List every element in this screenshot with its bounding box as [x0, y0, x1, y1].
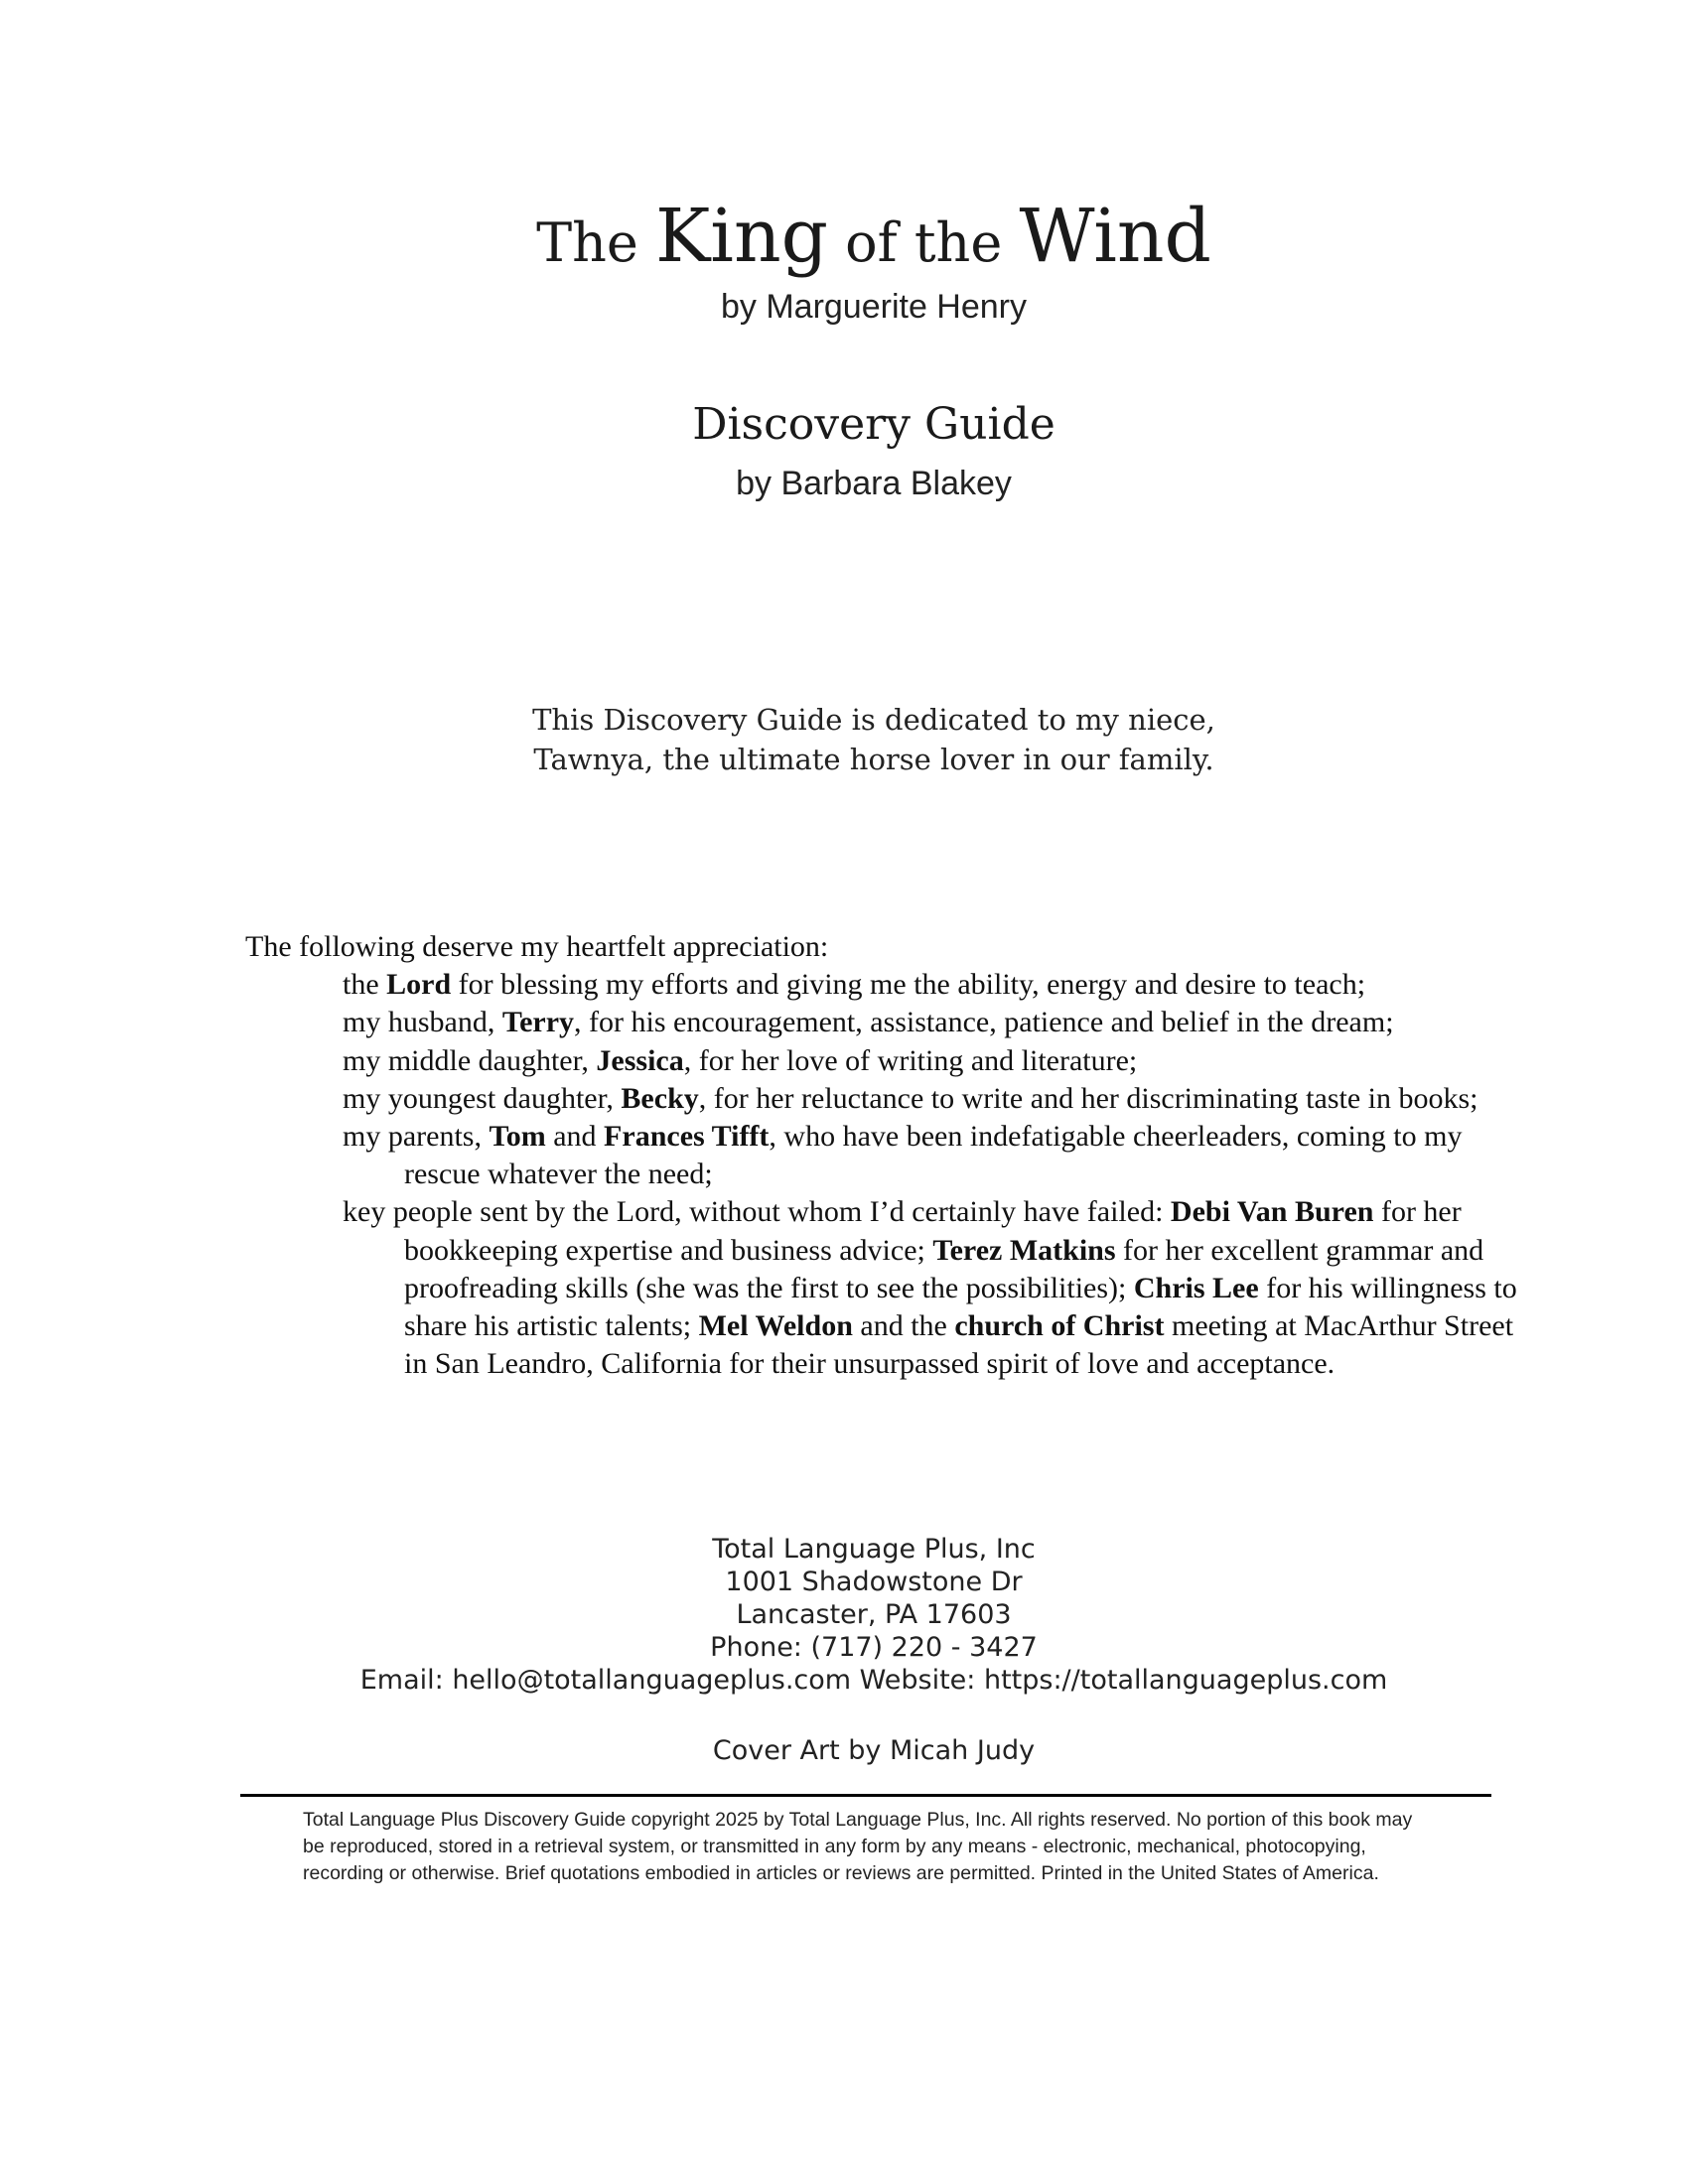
acknowledgment-text: for blessing my efforts and giving me the ability, energy and desire to teach; [451, 968, 1366, 1002]
divider-rule [240, 1794, 1491, 1797]
acknowledgment-name: church of Christ [954, 1309, 1165, 1343]
acknowledgment-name: Jessica [596, 1043, 684, 1077]
acknowledgment-item [343, 1042, 1536, 1080]
acknowledgment-text: , for his encouragement, assistance, patience and belief in the dream; [574, 1006, 1394, 1039]
acknowledgment-item [343, 1193, 1536, 1383]
acknowledgment-name: Becky [621, 1081, 699, 1115]
acknowledgment-name: Terez Matkins [932, 1233, 1116, 1267]
title-word-the: The [536, 211, 638, 274]
publisher-city: Lancaster, PA 17603 [736, 1599, 1012, 1630]
acknowledgment-text: for her excellent grammar and proofreading skills (she was the first to see the possibilities); [404, 1233, 1484, 1304]
book-title [0, 194, 1688, 279]
acknowledgment-text: my husband, [343, 1006, 502, 1039]
acknowledgment-name: Terry [501, 1006, 575, 1039]
guide-author: by Barbara Blakey [736, 465, 1012, 502]
acknowledgment-item [343, 1004, 1536, 1041]
acknowledgment-name: Chris Lee [1133, 1271, 1259, 1304]
acknowledgment-text: , for her reluctance to write and her discriminating taste in books; [698, 1081, 1478, 1115]
acknowledgment-text: the [343, 968, 387, 1002]
publisher-web: Email: hello@totallanguageplus.com Website: https://totallanguageplus.com [359, 1665, 1388, 1696]
acknowledgment-text: and [545, 1120, 605, 1154]
dedication-line-2: Tawnya, the ultimate horse lover in our family. [533, 743, 1214, 776]
acknowledgment-text: my youngest daughter, [343, 1081, 622, 1115]
dedication [0, 700, 1688, 779]
acknowledgment-name: Tom [489, 1120, 546, 1154]
title-word-king: King [655, 194, 828, 279]
dedication-line-1: This Discovery Guide is dedicated to my niece, [532, 703, 1215, 737]
acknowledgment-item [343, 1080, 1536, 1118]
copyright-notice: Total Language Plus Discovery Guide copyright 2025 by Total Language Plus, Inc. All rights reserved. No portion of this book may be reproduced, stored in a retrieval system, or transmitted in any form by any means - electronic, mechanical, photocopying, recording or otherwise. Brief quotations embodied in articles or reviews are permitted. Printed in the United States of America. [303, 1809, 1413, 1884]
acknowledgment-text: my middle daughter, [343, 1043, 597, 1077]
acknowledgment-name: Debi Van Buren [1170, 1195, 1374, 1229]
acknowledgment-item [343, 966, 1536, 1004]
cover-art-credit: Cover Art by Micah Judy [712, 1735, 1036, 1766]
acknowledgments [245, 928, 1536, 1383]
title-word-of-the: of the [845, 211, 1003, 274]
acknowledgment-text: for his willingness to share his artistic talents; [404, 1271, 1517, 1343]
acknowledgment-text: , who have been indefatigable cheerleaders, coming to my rescue whatever the need; [404, 1120, 1463, 1191]
publisher-name: Total Language Plus, Inc [712, 1534, 1036, 1565]
acknowledgments-intro: The following deserve my heartfelt appreciation: [245, 930, 829, 963]
acknowledgment-item [343, 1118, 1536, 1193]
acknowledgment-name: Frances Tifft [604, 1120, 770, 1154]
title-word-wind: Wind [1019, 194, 1211, 279]
acknowledgment-name: Lord [386, 968, 452, 1002]
acknowledgment-name: Mel Weldon [698, 1309, 853, 1343]
acknowledgment-text: my parents, [343, 1120, 490, 1154]
guide-title: Discovery Guide [692, 399, 1055, 450]
publisher-street: 1001 Shadowstone Dr [725, 1567, 1023, 1597]
publisher-phone: Phone: (717) 220 - 3427 [710, 1632, 1038, 1663]
book-author: by Marguerite Henry [720, 288, 1027, 326]
acknowledgment-text: meeting at MacArthur Street in San Leandro, California for their unsurpassed spirit of love and acceptance. [404, 1309, 1514, 1381]
acknowledgment-text: key people sent by the Lord, without whom I’d certainly have failed: [343, 1195, 1171, 1229]
acknowledgment-text: for her bookkeeping expertise and business advice; [404, 1195, 1462, 1267]
acknowledgment-text: and the [852, 1309, 955, 1343]
acknowledgment-text: , for her love of writing and literature; [683, 1043, 1138, 1077]
